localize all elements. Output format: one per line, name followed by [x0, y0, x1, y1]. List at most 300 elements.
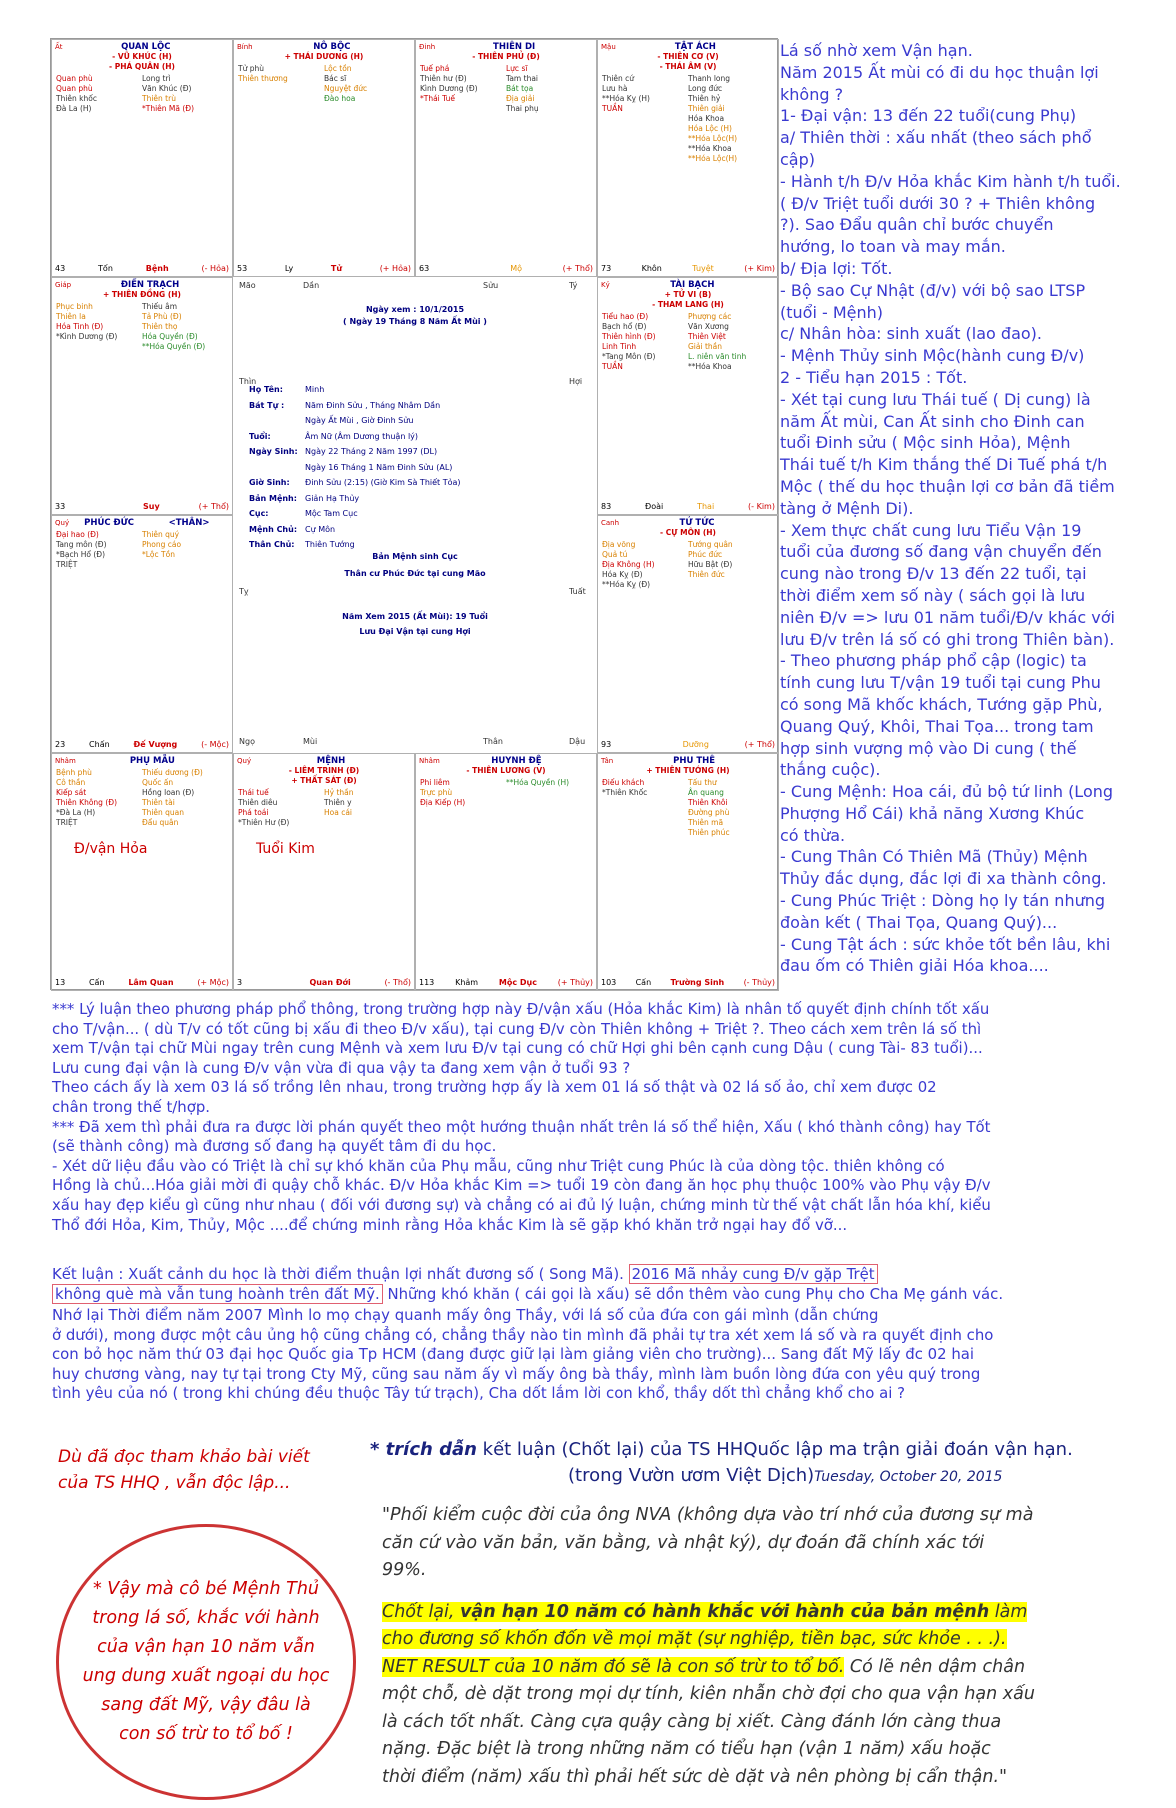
info-value: Ngày Ất Mùi , Giờ Đinh Sửu	[305, 416, 414, 425]
left-stars	[238, 788, 324, 828]
commentary-line: 2 - Tiểu hạn 2015 : Tốt.	[780, 367, 968, 387]
star: Thiên hỷ	[688, 94, 721, 103]
star: TRIỆT	[56, 560, 78, 569]
star: Thiên Khôi	[688, 798, 728, 807]
star: Tiểu hao (Đ)	[602, 312, 649, 321]
star: Bạch hổ (Đ)	[602, 322, 647, 331]
commentary-line: - Cung Mệnh: Hoa cái, đủ bộ tứ linh (Long	[780, 782, 1114, 802]
cite-hl: NET RESULT của 10 năm đó sẽ là con số trừ to tổ bố.	[382, 1656, 845, 1677]
palace-header	[234, 754, 414, 766]
discussion-block	[52, 1000, 1162, 1235]
citation-body	[382, 1502, 1162, 1791]
chart-center	[233, 277, 597, 753]
star: Quan phù	[56, 74, 93, 83]
palace-footer	[55, 502, 229, 512]
para-line: Hồng là chủ...Hóa giải mời đi quậy chỗ khác. Đ/v Hỏa khắc Kim => tuổi 19 còn đang ăn học phụ thuộc 100% vào Phụ vậy Đ/v	[52, 1176, 991, 1195]
para-line: chân trong thế t/hợp.	[52, 1097, 211, 1116]
star-columns	[52, 300, 232, 354]
star: **Hóa Lộc(H)	[688, 134, 738, 143]
palace-header	[52, 754, 232, 766]
star: Phúc đức	[688, 550, 723, 559]
branch-label: Khôn	[641, 264, 662, 273]
palace-quanloc	[51, 39, 233, 277]
main-star: - THIÊN PHỦ (Đ)	[472, 52, 540, 61]
para-line: *** Lý luận theo phương pháp phổ thông, trong trường hợp này Đ/vận xấu (Hỏa khắc Kim) là nhân tố quyết định chính tốt xấu	[52, 1000, 990, 1018]
info-value: Năm Đinh Sửu , Tháng Nhâm Dần	[305, 400, 441, 410]
star-columns	[416, 776, 596, 810]
star: **Hóa Quyền (Đ)	[142, 342, 206, 351]
left-quote-line: Dù đã đọc tham khảo bài viết	[58, 1447, 310, 1467]
palace-name: ĐIỀN TRẠCH	[120, 280, 180, 290]
palace-footer	[419, 978, 593, 988]
star: Lộc tồn	[324, 64, 352, 73]
star-columns	[598, 776, 778, 840]
heavenly-stem: Quý	[55, 519, 70, 527]
info-label	[249, 416, 305, 425]
commentary-line: Thái tuế t/h Kim thắng thế Di Tuế phá t/h	[780, 455, 1108, 475]
star: Đẩu quân	[142, 818, 179, 827]
star: Tấu thư	[688, 778, 717, 787]
age-number: 3	[237, 978, 243, 987]
palace-footer	[601, 978, 775, 988]
element-label: (+ Hỏa)	[379, 264, 411, 273]
stage-label: Dưỡng	[682, 740, 709, 749]
citation-heading	[370, 1437, 1073, 1490]
element-label: (- Thổ)	[384, 978, 411, 987]
stage-label: Trường Sinh	[670, 978, 725, 987]
star: Thiên hình (Đ)	[602, 332, 656, 341]
branch-label: Tốn	[98, 264, 113, 273]
star: Địa Không (H)	[602, 560, 655, 569]
heavenly-stem: Nhâm	[55, 757, 76, 765]
palace-dientrach	[51, 277, 233, 515]
info-label: Bản Mệnh:	[249, 493, 297, 503]
heavenly-stem: Nhâm	[419, 757, 440, 765]
element-label: (+ Mộc)	[197, 978, 229, 987]
para-line: - Xét dữ liệu đầu vào có Triệt là chỉ sự khó khăn của Phụ mẫu, cũng như Triệt cung Phúc là của dòng tộc. thiên không có	[52, 1156, 945, 1175]
para-line: Lưu cung đại vận là cung Đ/v vận vừa đi qua vậy ta đang xem vận ở tuổi 93 ?	[52, 1058, 631, 1077]
circled-note	[56, 1524, 356, 1800]
cite-line: Có lẽ nên dậm chân	[844, 1656, 1026, 1677]
star: Thiên thương	[238, 74, 288, 83]
palace-footer	[601, 740, 775, 750]
age-number: 113	[419, 978, 435, 987]
right-stars	[142, 302, 228, 352]
heavenly-stem: Đinh	[419, 43, 436, 51]
commentary-line: có thừa.	[780, 825, 846, 845]
info-value: Minh	[305, 385, 325, 394]
stage-label: Đế Vượng	[133, 740, 178, 749]
palace-header	[598, 516, 778, 528]
branch-label: Ngọ	[239, 737, 255, 746]
star: **Hóa Kỵ (H)	[602, 94, 650, 103]
heavenly-stem: Ất	[55, 43, 63, 51]
star: **Hóa Quyền (H)	[506, 778, 570, 787]
heavenly-stem: Mậu	[601, 43, 616, 51]
palace-name: PHỤ MẪU	[129, 756, 175, 766]
palace-header	[416, 754, 596, 766]
info-row	[249, 540, 355, 549]
commentary-line: - Bộ sao Cự Nhật (đ/v) với bộ sao LTSP	[780, 280, 1086, 300]
main-star: - THIÊN LƯƠNG (V)	[466, 766, 546, 775]
right-stars	[688, 74, 774, 164]
star: Hoa cái	[324, 808, 353, 817]
left-stars	[56, 302, 142, 352]
commentary-line: lưu Đ/v trên lá số có ghi trong Thiên bàn).	[780, 629, 1115, 649]
star: Thiên cứ	[602, 74, 635, 83]
palace-name: THIÊN DI	[493, 42, 536, 52]
branch-label: Khảm	[455, 978, 479, 987]
age-number: 33	[55, 502, 66, 511]
star: TUẦN	[602, 104, 623, 113]
info-row	[249, 432, 418, 441]
star: Thiên hư (Đ)	[420, 74, 467, 83]
branch-label: Mùi	[303, 737, 318, 746]
branch-label: Thân	[483, 737, 503, 746]
commentary-line: Năm 2015 Ất mùi có đi du học thuận lợi	[780, 62, 1099, 82]
star: Địa Kiếp (H)	[420, 798, 466, 807]
star-columns	[598, 72, 778, 166]
commentary-line: - Cung Tật ách : sức khỏe tốt bền lâu, khi	[780, 934, 1111, 954]
commentary-line: c/ Nhân hòa: sinh xuất (lao đao).	[780, 324, 1042, 344]
palace-taibach	[597, 277, 779, 515]
commentary-line: năm Ất mùi, Can Ất sinh cho Đinh can	[780, 411, 1085, 431]
star: Hóa Lộc (H)	[688, 124, 732, 133]
branch-label: Dần	[303, 281, 320, 290]
commentary-line: niên Đ/v => lưu 01 năm tuổi/Đ/v khác với	[780, 607, 1115, 627]
branch-label: Đoài	[645, 502, 664, 511]
star: Tuế phá	[420, 64, 450, 73]
left-stars	[56, 530, 142, 570]
info-row	[249, 416, 413, 425]
age-number: 53	[237, 264, 248, 273]
palace-name: TỬ TỨC	[679, 518, 715, 528]
info-value: Đinh Sửu (2:15) (Giờ Kim Sà Thiết Tỏa)	[305, 478, 461, 487]
cite-line: 99%.	[382, 1560, 427, 1580]
star: Văn Xương	[688, 322, 729, 331]
palace-footer	[237, 978, 411, 988]
palace-footer	[55, 740, 229, 750]
para-line: con bỏ học năm thứ 03 đại học Quốc gia Tp HCM (đang được giữ lại làm giảng viên cho trường)... Sang đất Mỹ lấy đc 02 hai	[52, 1345, 975, 1364]
stage-label: Tuyệt	[692, 264, 714, 273]
left-stars	[420, 64, 506, 114]
commentary-line: thời điểm xem số này ( sách gọi là lưu	[780, 585, 1086, 605]
star: Thanh long	[688, 74, 731, 83]
palace-header	[598, 278, 778, 290]
palace-phuthe	[597, 753, 779, 991]
info-label: Giờ Sinh:	[249, 478, 290, 487]
circle-line: của vận hạn 10 năm vẫn	[97, 1637, 315, 1657]
palace-header	[52, 278, 232, 290]
star: Phá toái	[238, 808, 269, 817]
info-label: Bát Tự :	[249, 400, 285, 410]
info-label: Mệnh Chủ:	[249, 524, 298, 534]
commentary-line: đau ốm có Thiên giải Hóa khoa....	[780, 956, 1049, 976]
palace-header	[234, 40, 414, 52]
star: Thiên thọ	[142, 322, 178, 331]
main-star: + THIÊN ĐỒNG (H)	[103, 290, 181, 299]
star: Hỷ thần	[324, 788, 354, 797]
stage-label: Thai	[697, 502, 715, 511]
right-stars	[688, 540, 774, 590]
cite-hl: làm	[989, 1601, 1028, 1622]
age-number: 23	[55, 740, 66, 749]
palace-name: PHÚC ĐỨC	[84, 518, 135, 528]
date-line: ( Ngày 19 Tháng 8 Năm Ất Mùi )	[343, 317, 487, 326]
heavenly-stem: Giáp	[55, 281, 72, 289]
star: Hóa Quyền (Đ)	[142, 332, 198, 341]
age-number: 93	[601, 740, 612, 749]
stage-label: Bệnh	[145, 264, 169, 273]
star: Quan phù	[56, 84, 93, 93]
star: Phục binh	[56, 302, 93, 311]
star: Kiếp sát	[56, 788, 87, 797]
age-number: 63	[419, 264, 430, 273]
star: Phượng các	[688, 312, 732, 321]
star-columns	[234, 786, 414, 830]
branch-label: Cấn	[88, 978, 105, 987]
star: *Đà La (H)	[56, 808, 96, 817]
info-label: Ngày Sinh:	[249, 447, 298, 456]
para-line: cho T/vận... ( dù T/v có tốt cũng bị xấu đi theo Đ/v xấu), tại cung Đ/v còn Thiên không + Triệt ?. Theo cách xem trên lá số thì	[52, 1019, 982, 1038]
age-number: 83	[601, 502, 612, 511]
cite-source: (trong Vườn ươm Việt Dịch)	[568, 1465, 815, 1486]
commentary-line: Mộc ( thế du học thuận lợi cơ bản đã tiềm	[780, 476, 1115, 496]
element-label: (+ Thổ)	[198, 502, 229, 511]
star: Thiếu dương (Đ)	[142, 768, 203, 777]
left-stars	[602, 312, 688, 372]
star: *Lộc Tồn	[142, 550, 175, 559]
star: Tam thai	[506, 74, 538, 83]
age-number: 13	[55, 978, 66, 987]
star: Hồng loan (Đ)	[142, 788, 195, 797]
right-stars	[324, 788, 410, 828]
element-label: (+ Thổ)	[562, 264, 593, 273]
conclusion-text: Kết luận : Xuất cảnh du học là thời điểm thuận lợi nhất đương số ( Song Mã).	[52, 1265, 624, 1283]
para-line: Nhớ lại Thời điểm năm 2007 Mình lo mọ chạy quanh mấy ông Thầy, với lá số của đứa con gái mình (dẫn chứng	[52, 1306, 879, 1324]
main-star: - CỰ MÔN (H)	[660, 528, 716, 537]
main-star: - THIÊN CƠ (V)	[657, 52, 719, 61]
info-row	[249, 385, 324, 394]
commentary-line: thắng cuộc).	[780, 760, 881, 780]
star: Long trì	[142, 74, 171, 83]
palace-name: TẬT ÁCH	[674, 42, 716, 52]
commentary-line: - Hành t/h Đ/v Hỏa khắc Kim hành t/h tuổi.	[780, 171, 1121, 191]
center-note: Bản Mệnh sinh Cục	[372, 552, 458, 561]
right-stars	[142, 530, 228, 570]
right-stars	[688, 778, 774, 838]
stage-label: Mộc Dục	[498, 978, 537, 987]
circle-line: * Vậy mà cô bé Mệnh Thủ	[92, 1579, 320, 1599]
star-columns	[598, 310, 778, 374]
star: Thiên trù	[142, 94, 176, 103]
cite-hl: cho đương số khốn đốn về mọi mặt (sự nghiệp, tiền bạc, sức khỏe . . .).	[382, 1629, 1007, 1649]
star: Văn Khúc (Đ)	[142, 84, 192, 93]
star-columns	[598, 538, 778, 592]
left-stars	[420, 778, 506, 808]
commentary-line: b/ Địa lợi: Tốt.	[780, 258, 893, 278]
handwritten-note: Đ/vận Hỏa	[74, 841, 148, 857]
star: Hóa Tinh (Đ)	[56, 322, 104, 331]
star: Tang môn (Đ)	[56, 540, 107, 549]
right-stars	[506, 778, 592, 808]
cite-star: * trích dẫn	[370, 1439, 477, 1460]
star: **Hóa Lộc(H)	[688, 154, 738, 163]
star: *Kình Dương (Đ)	[56, 332, 118, 341]
star: Cô thần	[56, 778, 86, 787]
info-label	[249, 463, 305, 472]
branch-label: Cấn	[635, 978, 652, 987]
star: L. niên văn tinh	[688, 352, 747, 361]
commentary-line: Thủy đắc dụng, đắc lợi đi xa thành công.	[780, 869, 1107, 889]
star: *Tang Môn (Đ)	[602, 352, 656, 361]
star: Thiên Không (Đ)	[56, 798, 117, 807]
star: Lưu hà	[602, 84, 628, 93]
star: **Hóa Kỵ (Đ)	[602, 580, 651, 589]
conclusion-line	[52, 1265, 1162, 1304]
heavenly-stem: Bính	[237, 43, 253, 51]
commentary-line: tuổi Đinh sửu ( Mộc sinh Hỏa), Mệnh	[780, 433, 1071, 453]
main-star: - THÁI ÂM (V)	[659, 62, 717, 71]
commentary-line: tính cung lưu T/vận 19 tuổi tại cung Phu	[780, 673, 1101, 693]
age-number: 43	[55, 264, 66, 273]
star: Phong cáo	[142, 540, 182, 549]
stage-label: Suy	[143, 502, 160, 511]
palace-footer	[419, 264, 593, 274]
star: Lực sĩ	[506, 64, 528, 73]
palace-menh	[233, 753, 415, 991]
left-stars	[602, 778, 688, 838]
star: *Thái Tuế	[420, 94, 455, 103]
info-value: Ngày 16 Tháng 1 Năm Đinh Sửu (AL)	[305, 462, 453, 472]
info-row	[249, 478, 461, 487]
palace-footer	[601, 264, 775, 274]
commentary-line: có song Mã khốc khách, Tướng gặp Phù,	[780, 694, 1103, 714]
heavenly-stem: Kỷ	[601, 281, 610, 289]
star: Thiên đức	[688, 570, 725, 579]
star: Thiên y	[324, 798, 352, 807]
star: Bác sĩ	[324, 74, 347, 83]
right-stars	[142, 768, 228, 828]
star: *Thiên Hư (Đ)	[238, 818, 290, 827]
main-star: - LIÊM TRINH (Đ)	[288, 766, 360, 775]
branch-label: Mão	[239, 281, 256, 290]
commentary-line: 1- Đại vận: 13 đến 22 tuổi(cung Phụ)	[780, 106, 1077, 126]
element-label: (+ Thủy)	[557, 978, 593, 987]
commentary-line: Quang Quý, Khôi, Thai Tọa... trong tam	[780, 716, 1094, 736]
star: Tả Phù (Đ)	[142, 312, 182, 321]
para-line: tình yêu của nó ( trong khi chúng đều thuộc Tây tứ trạch), Cha dốt lắm lời con khổ, thầy dốt thì chẳng khổ cho ai ?	[52, 1384, 905, 1403]
commentary-line: hướng, lo toan và may mắn.	[780, 237, 1006, 257]
age-number: 73	[601, 264, 612, 273]
star-columns	[234, 62, 414, 106]
circle-line: ung dung xuất ngoại du học	[82, 1666, 330, 1686]
branch-label: Dậu	[569, 737, 586, 746]
star: Giải thần	[688, 342, 723, 351]
star: Kình Dương (Đ)	[420, 84, 478, 93]
commentary-line: (tuổi - Mệnh)	[780, 302, 884, 322]
commentary-line: Phượng Hổ Cái) khả năng Xương Khúc	[780, 803, 1085, 823]
star: **Hóa Khoa	[688, 362, 732, 371]
date-line: Ngày xem : 10/1/2015	[365, 305, 465, 314]
star: TRIỆT	[56, 818, 78, 827]
star-columns	[52, 528, 232, 572]
commentary-line: - Cung Phúc Triệt : Dòng họ ly tán nhưng	[780, 891, 1106, 911]
palace-phumau	[51, 753, 233, 991]
star: Thiên tài	[142, 798, 175, 807]
main-star: + THIÊN TƯỚNG (H)	[646, 766, 730, 775]
palace-header	[416, 40, 596, 52]
right-stars	[506, 64, 592, 114]
palace-name: HUYNH ĐỆ	[491, 756, 542, 766]
star: Ân quang	[688, 788, 724, 797]
palace-footer	[55, 264, 229, 274]
commentary-line: cập)	[780, 149, 815, 169]
star: Hóa Khoa	[688, 114, 725, 123]
circle-line: sang đất Mỹ, vậy đâu là	[101, 1695, 311, 1715]
palace-tutuc	[597, 515, 779, 753]
cite-text: kết luận (Chốt lại) của TS HHQuốc lập ma trận giải đoán vận hạn.	[476, 1439, 1073, 1460]
year-note: Lưu Đại Vận tại cung Hợi	[359, 627, 471, 636]
element-label: (- Hỏa)	[201, 264, 229, 273]
main-star: - VŨ KHÚC (H)	[112, 52, 172, 61]
palace-header	[52, 40, 232, 52]
commentary-line: tàng ở Mệnh Di).	[780, 498, 914, 518]
heavenly-stem: Canh	[601, 519, 620, 527]
star: *Bạch Hổ (Đ)	[56, 550, 106, 559]
info-label: Thân Chủ:	[249, 540, 295, 549]
star: Thiên la	[56, 312, 86, 321]
palace-name: QUAN LỘC	[121, 42, 171, 52]
star: Bát tọa	[506, 84, 534, 93]
info-row	[249, 494, 359, 503]
left-stars	[56, 768, 142, 828]
star: Thiên phúc	[688, 828, 730, 837]
star-columns	[52, 72, 232, 116]
star: Đà La (H)	[56, 104, 92, 113]
star: Địa giải	[506, 94, 535, 103]
info-row	[249, 447, 437, 456]
palace-name: TÀI BẠCH	[670, 280, 715, 290]
star: Quả tú	[602, 550, 628, 559]
commentary-line: không ?	[780, 84, 844, 104]
star: Trực phù	[420, 788, 453, 797]
palace-header	[598, 40, 778, 52]
handwritten-note: Tuổi Kim	[256, 841, 315, 857]
star-columns	[416, 62, 596, 116]
star: Đại hao (Đ)	[56, 530, 99, 539]
star: Đường phù	[688, 808, 730, 817]
right-stars	[142, 74, 228, 114]
commentary-line: - Xem thực chất cung lưu Tiểu Vận 19	[780, 520, 1082, 540]
para-line: (sẽ thành công) mà đương số đang hạ quyết tâm đi du học.	[52, 1137, 497, 1156]
commentary-line: - Theo phương pháp phổ cập (logic) ta	[780, 651, 1087, 671]
element-label: (+ Thổ)	[744, 740, 775, 749]
main-star: + TỬ VI (B)	[664, 290, 712, 299]
star: Long đức	[688, 84, 723, 93]
info-row	[249, 463, 452, 472]
star: Linh Tinh	[602, 342, 637, 351]
palace-name: PHU THÊ	[673, 756, 716, 766]
star: TUẦN	[602, 362, 623, 371]
palace-name: NÔ BỘC	[313, 42, 351, 52]
element-label: (- Thủy)	[743, 978, 775, 987]
info-row	[249, 401, 440, 410]
cite-line: một chỗ, dè dặt trong mọi dự tính, kiên nhẫn chờ đợi cho qua vận hạn xấu	[382, 1684, 1035, 1704]
star: Bệnh phù	[56, 768, 92, 777]
star: Thiên quý	[142, 530, 180, 539]
star: *Thiên Mã (Đ)	[142, 104, 195, 113]
